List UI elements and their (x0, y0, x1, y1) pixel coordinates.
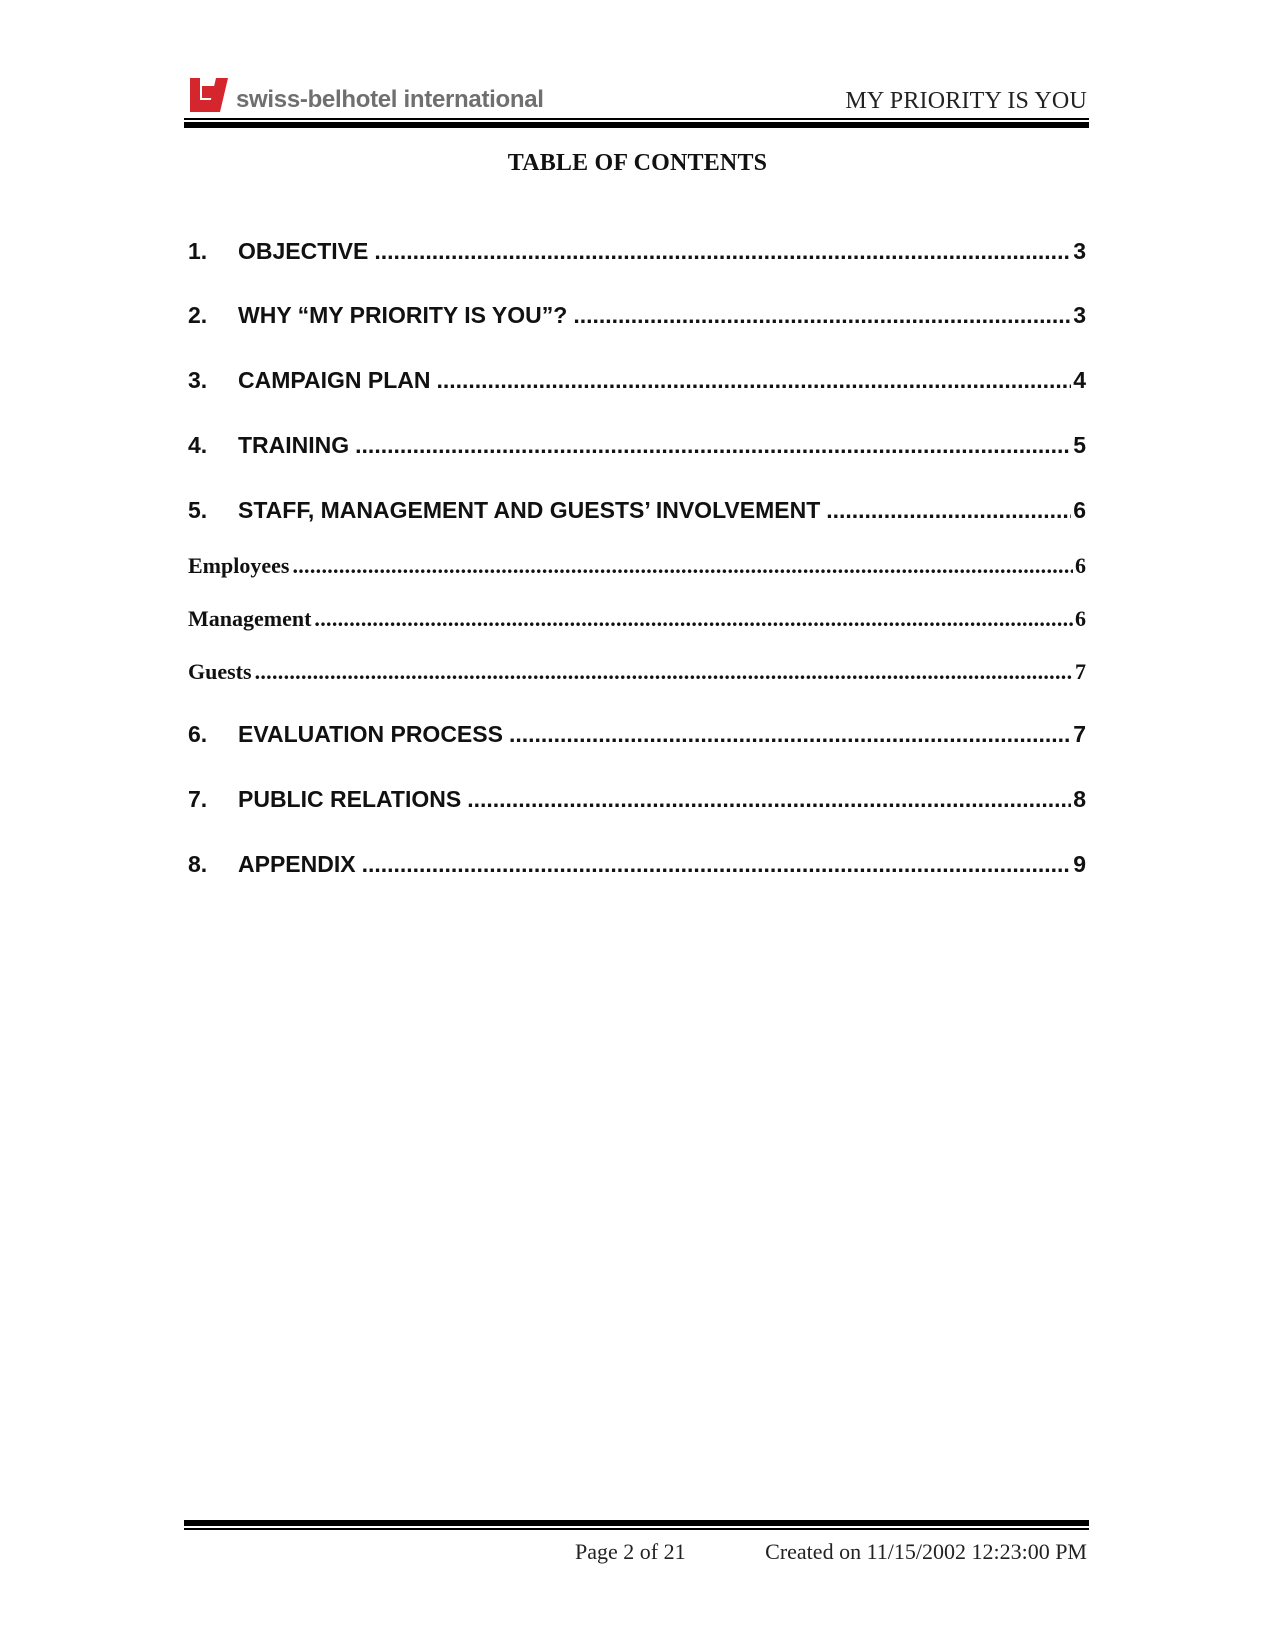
toc-subentry[interactable] (188, 606, 1086, 632)
header-motto: MY PRIORITY IS YOU (845, 88, 1087, 114)
dot-leader (374, 238, 1071, 265)
dot-leader (355, 432, 1071, 459)
toc-entry[interactable] (188, 432, 1086, 459)
toc-entry-number: 5. (188, 497, 208, 523)
toc-subentry-page: 6 (1075, 553, 1086, 578)
swiss-belhotel-logo-icon (188, 76, 230, 114)
dot-leader (826, 497, 1071, 524)
footer-rule-thick (184, 1520, 1089, 1526)
toc-entry-number: 1. (188, 238, 208, 264)
toc-subentry-label: Management (188, 606, 312, 631)
toc-entry-label: EVALUATION PROCESS (238, 721, 503, 747)
page-header (184, 72, 1089, 126)
footer-page-info: Page 2 of 21 (575, 1539, 686, 1564)
toc-entry[interactable] (188, 497, 1086, 524)
toc-entry-page: 4 (1073, 367, 1086, 393)
toc-subentry-label: Employees (188, 553, 290, 578)
toc-entry-number: 4. (188, 432, 208, 458)
dot-leader (255, 659, 1073, 685)
toc-subentry-label: Guests (188, 659, 252, 684)
toc-entry-label: PUBLIC RELATIONS (238, 786, 462, 812)
toc-entry[interactable] (188, 238, 1086, 265)
toc-entry[interactable] (188, 302, 1086, 329)
footer-rule-thin (184, 1528, 1089, 1530)
toc-entry-page: 5 (1073, 432, 1086, 458)
toc-title: TABLE OF CONTENTS (507, 150, 768, 176)
toc-entry-label: WHY “MY PRIORITY IS YOU”? (238, 302, 568, 328)
dot-leader (509, 721, 1071, 748)
toc-entry-label: CAMPAIGN PLAN (238, 367, 431, 393)
logo-text: swiss-belhotel international (236, 86, 544, 113)
toc-entry-label: TRAINING (238, 432, 350, 458)
dot-leader (314, 606, 1073, 632)
toc-subentry-page: 6 (1075, 606, 1086, 631)
toc-entry-label: APPENDIX (238, 851, 356, 877)
toc-subentry-page: 7 (1075, 659, 1086, 684)
footer-created-date: Created on 11/15/2002 12:23:00 PM (765, 1539, 1087, 1564)
dot-leader (292, 553, 1073, 579)
toc-entry[interactable] (188, 786, 1086, 813)
toc-entry-page: 6 (1073, 497, 1086, 523)
toc-entry[interactable] (188, 367, 1086, 394)
toc-subentry[interactable] (188, 659, 1086, 685)
toc-entry-page: 9 (1073, 851, 1086, 877)
toc-entry-page: 3 (1073, 302, 1086, 328)
dot-leader (362, 851, 1072, 878)
brand-logo (188, 74, 544, 114)
dot-leader (437, 367, 1072, 394)
page-footer (184, 1539, 1089, 1569)
toc-entry-label: OBJECTIVE (238, 238, 369, 264)
toc-entry[interactable] (188, 851, 1086, 878)
toc-subentry[interactable] (188, 553, 1086, 579)
toc-entry-number: 8. (188, 851, 208, 877)
toc-entry-page: 3 (1073, 238, 1086, 264)
toc-entry-number: 6. (188, 721, 208, 747)
header-rule-thick (184, 122, 1089, 128)
dot-leader (467, 786, 1071, 813)
dot-leader (573, 302, 1071, 329)
toc-entry-label: STAFF, MANAGEMENT AND GUESTS’ INVOLVEMENT (238, 497, 821, 523)
toc-entry-number: 3. (188, 367, 208, 393)
toc-entry-page: 8 (1073, 786, 1086, 812)
toc-entry-page: 7 (1073, 721, 1086, 747)
toc-entry-number: 7. (188, 786, 208, 812)
toc-entry[interactable] (188, 721, 1086, 748)
toc-entry-number: 2. (188, 302, 208, 328)
header-rule-thin (184, 118, 1089, 120)
